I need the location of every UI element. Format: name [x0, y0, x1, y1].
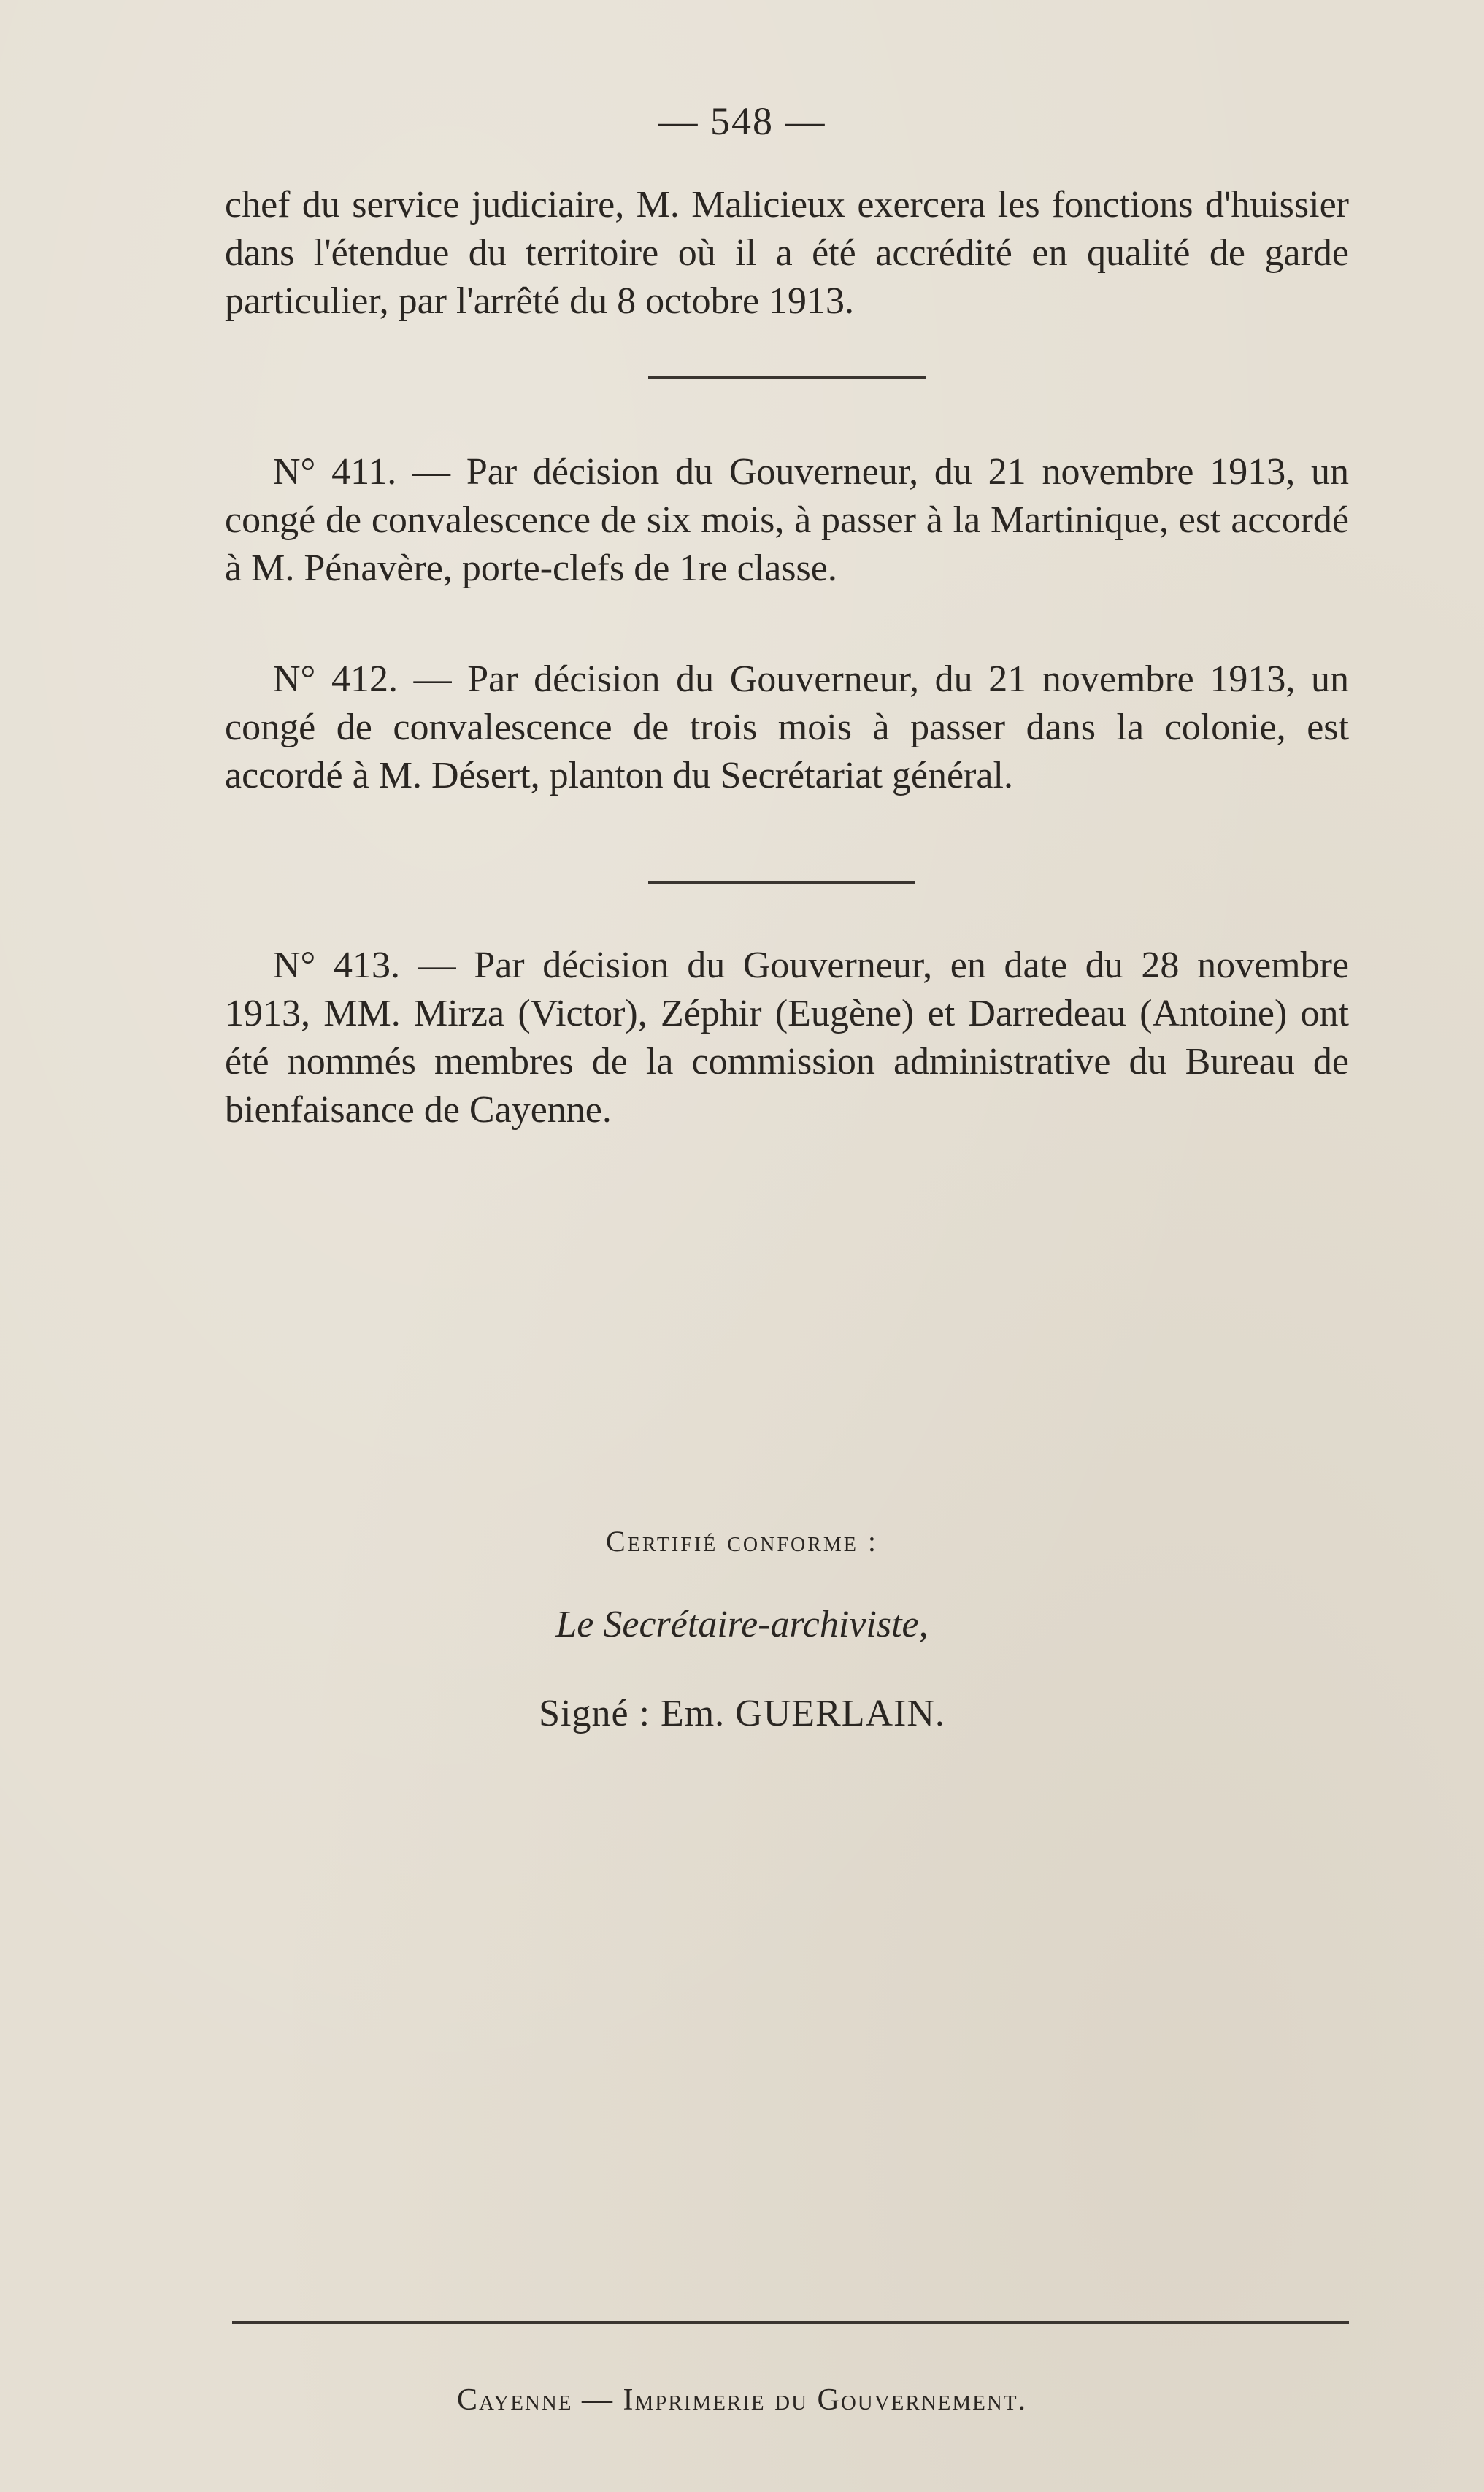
footer-divider — [232, 2321, 1349, 2324]
paragraph-decision-411: N° 411. — Par décision du Gouverneur, du 21 novembre 1913, un congé de convalescence de six mois, à passer à la Martinique, est accordé à M. Pénavère, porte-clefs de 1re classe. — [225, 451, 1349, 589]
section-divider — [648, 376, 926, 379]
certification-title: Certifié conforme : — [606, 1525, 878, 1558]
certification-role: Le Secrétaire-archiviste, — [555, 1604, 929, 1645]
printer-imprint: Cayenne — Imprimerie du Gouvernement. — [456, 2383, 1028, 2417]
section-divider — [648, 881, 915, 884]
paragraph-decision-413: N° 413. — Par décision du Gouverneur, en date du 28 novembre 1913, MM. Mirza (Victor), Zéphir (Eugène) et Darredeau (Antoine) ont été nommés membres de la commission administrative du Bureau de bienfaisance de Cayenne. — [225, 945, 1349, 1131]
paragraph-continuation: chef du service judiciaire, M. Malicieux exercera les fonctions d'huissier dans l'étendue du territoire où il a été accrédité en qualité de garde particulier, par l'arrêté du 8 octobre 1913. — [225, 184, 1349, 322]
certification-signature: Signé : Em. GUERLAIN. — [539, 1693, 945, 1734]
paragraph-decision-412: N° 412. — Par décision du Gouverneur, du 21 novembre 1913, un congé de convalescence de trois mois à passer dans la colonie, est accordé à M. Désert, planton du Secrétariat général. — [225, 658, 1349, 796]
page-number: — 548 — — [658, 99, 826, 143]
